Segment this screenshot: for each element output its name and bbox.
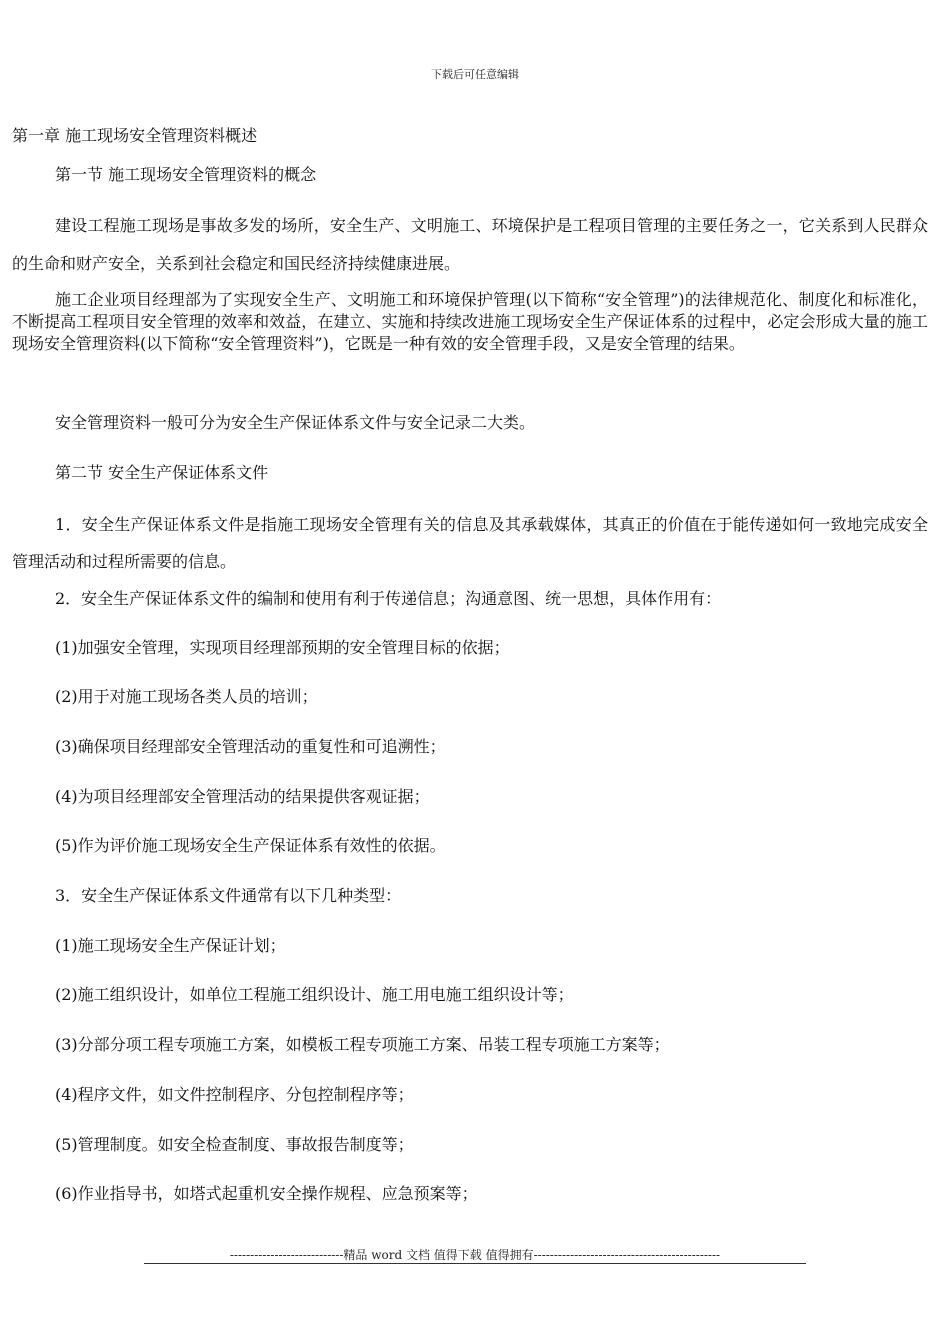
item-3-sub-5: (5)管理制度。如安全检查制度、事故报告制度等； [55, 1135, 414, 1154]
page-header-note: 下载后可任意编辑 [431, 68, 519, 81]
section-1-paragraph-1: 建设工程施工现场是事故多发的场所，安全生产、文明施工、环境保护是工程项目管理的主要任务之一，它关系到人民群众的生命和财产安全，关系到社会稳定和国民经济持续健康进展。 [12, 216, 928, 273]
chapter-title: 第一章 施工现场安全管理资料概述 [12, 126, 258, 145]
section-2-item-3: 3．安全生产保证体系文件通常有以下几种类型： [55, 886, 402, 905]
item-3-sub-4: (4)程序文件，如文件控制程序、分包控制程序等； [55, 1085, 414, 1104]
footer-rule [144, 1263, 806, 1264]
page-footer-text: ----------------------------精品 word 文档 值得下载 值得拥有---------------------------------------------- [229, 1248, 721, 1262]
item-2-sub-5: (5)作为评价施工现场安全生产保证体系有效性的依据。 [55, 836, 446, 855]
section-2-item-2: 2．安全生产保证体系文件的编制和使用有利于传递信息；沟通意图、统一思想，具体作用有： [55, 589, 722, 608]
item-2-sub-4: (4)为项目经理部安全管理活动的结果提供客观证据； [55, 787, 430, 806]
section-1-title: 第一节 施工现场安全管理资料的概念 [55, 165, 317, 184]
section-1-paragraph-2: 施工企业项目经理部为了实现安全生产、文明施工和环境保护管理(以下简称“安全管理”)的法律规范化、制度化和标准化，不断提高工程项目安全管理的效率和效益，在建立、实施和持续改进施工现场安全生产保证体系的过程中，必定会形成大量的施工现场安全管理资料(以下简称“安全管理资料”)，它既是一种有效的安全管理手段，又是安全管理的结果。 [12, 290, 928, 353]
item-2-sub-3: (3)确保项目经理部安全管理活动的重复性和可追溯性； [55, 737, 446, 756]
section-2-item-1: 1．安全生产保证体系文件是指施工现场安全管理有关的信息及其承载媒体，其真正的价值在于能传递如何一致地完成安全管理活动和过程所需要的信息。 [12, 515, 928, 571]
item-2-sub-2: (2)用于对施工现场各类人员的培训； [55, 687, 318, 706]
item-3-sub-2: (2)施工组织设计，如单位工程施工组织设计、施工用电施工组织设计等； [55, 985, 574, 1004]
item-3-sub-3: (3)分部分项工程专项施工方案，如模板工程专项施工方案、吊装工程专项施工方案等； [55, 1035, 670, 1054]
item-2-sub-1: (1)加强安全管理，实现项目经理部预期的安全管理目标的依据； [55, 638, 510, 657]
section-1-paragraph-3: 安全管理资料一般可分为安全生产保证体系文件与安全记录二大类。 [55, 413, 536, 432]
section-2-title: 第二节 安全生产保证体系文件 [55, 463, 269, 482]
item-3-sub-1: (1)施工现场安全生产保证计划； [55, 936, 286, 955]
item-3-sub-6: (6)作业指导书，如塔式起重机安全操作规程、应急预案等； [55, 1184, 478, 1203]
